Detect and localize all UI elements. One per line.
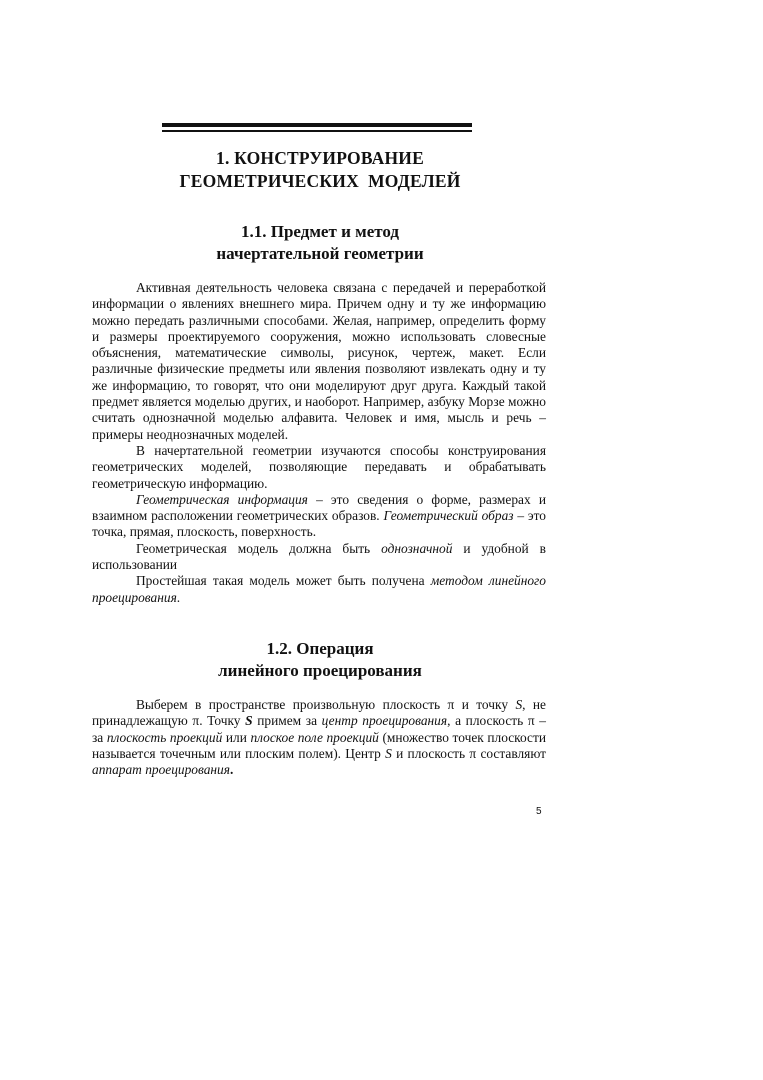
symbol-s: S	[515, 697, 523, 712]
chapter-title-line-1: 1. КОНСТРУИРОВАНИЕ	[216, 148, 424, 168]
section-2-title-line-1: 1.2. Операция	[266, 639, 374, 658]
symbol-s-center: S	[385, 745, 392, 761]
term-flat-projection-field: плоское поле проекций	[250, 729, 379, 745]
paragraph-4: Геометрическая модель должна быть однозначной и удобной в использовании	[92, 540, 546, 573]
section-1-title-line-1: 1.1. Предмет и метод	[241, 222, 399, 241]
paragraph-2: В начертательной геометрии изучаются способы конструирования геометрических моделей, позволяющие передавать и обрабатывать геометрическую информацию.	[92, 442, 546, 491]
section-1-body	[92, 280, 546, 606]
term-geometric-information: Геометрическая информация	[136, 491, 308, 507]
section-2-title-line-2: линейного проецирования	[218, 661, 422, 680]
symbol-s-bold: S	[245, 713, 253, 729]
term-geometric-image: Геометрический образ	[383, 508, 514, 524]
paragraph-3: Геометрическая информация – это сведения о форме, размерах и взаимном расположении геометрических образов. Геометрический образ – это точка, прямая, плоскость, поверхность.	[92, 491, 547, 540]
section-2-title	[120, 638, 520, 682]
section-2-body	[92, 697, 546, 778]
term-unambiguous: однозначной	[381, 540, 453, 556]
term-linear-projection-method: методом линейного проецирования	[92, 573, 546, 605]
page-number: 5	[536, 806, 542, 817]
term-projection-plane: плоскость проекций	[106, 729, 223, 745]
header-rule-top	[162, 123, 472, 127]
chapter-title-line-2: ГЕОМЕТРИЧЕСКИХ МОДЕЛЕЙ	[179, 171, 461, 191]
paragraph-6: Выберем в пространстве произвольную плоскость π и точку S, не принадлежащую π. Точку S примем за центр проецирования, а плоскость π – за плоскость проекций или плоское поле проекций (множество точек плоскости называется точечным или плоским полем). Центр S и плоскость π составляют аппарат проецирования.	[92, 697, 547, 778]
paragraph-5: Простейшая такая модель может быть получена методом линейного проецирования.	[92, 573, 546, 605]
paragraph-1: Активная деятельность человека связана с передачей и переработкой информации о явлениях внешнего мира. Причем одну и ту же информацию можно передать различными способами. Желая, например, определить форму и размеры проектируемого сооружения, можно использовать словесные объяснения, математические символы, рисунок, чертеж, макет. Если различные физические предметы или явления позволяют извлекать одну и ту же информацию, то говорят, что они моделируют друг друга. Каждый такой предмет является моделью других, и наоборот. Например, азбуку Морзе можно считать однозначной моделью алфавита. Человек и имя, мысль и речь – примеры неоднозначных моделей.	[92, 280, 546, 442]
term-projection-center: центр проецирования	[321, 713, 448, 729]
term-projection-apparatus: аппарат проецирования	[92, 762, 230, 778]
section-1-title-line-2: начертательной геометрии	[216, 244, 424, 263]
header-rule-bottom	[162, 130, 472, 132]
chapter-title	[120, 147, 520, 193]
section-1-title	[120, 221, 520, 265]
